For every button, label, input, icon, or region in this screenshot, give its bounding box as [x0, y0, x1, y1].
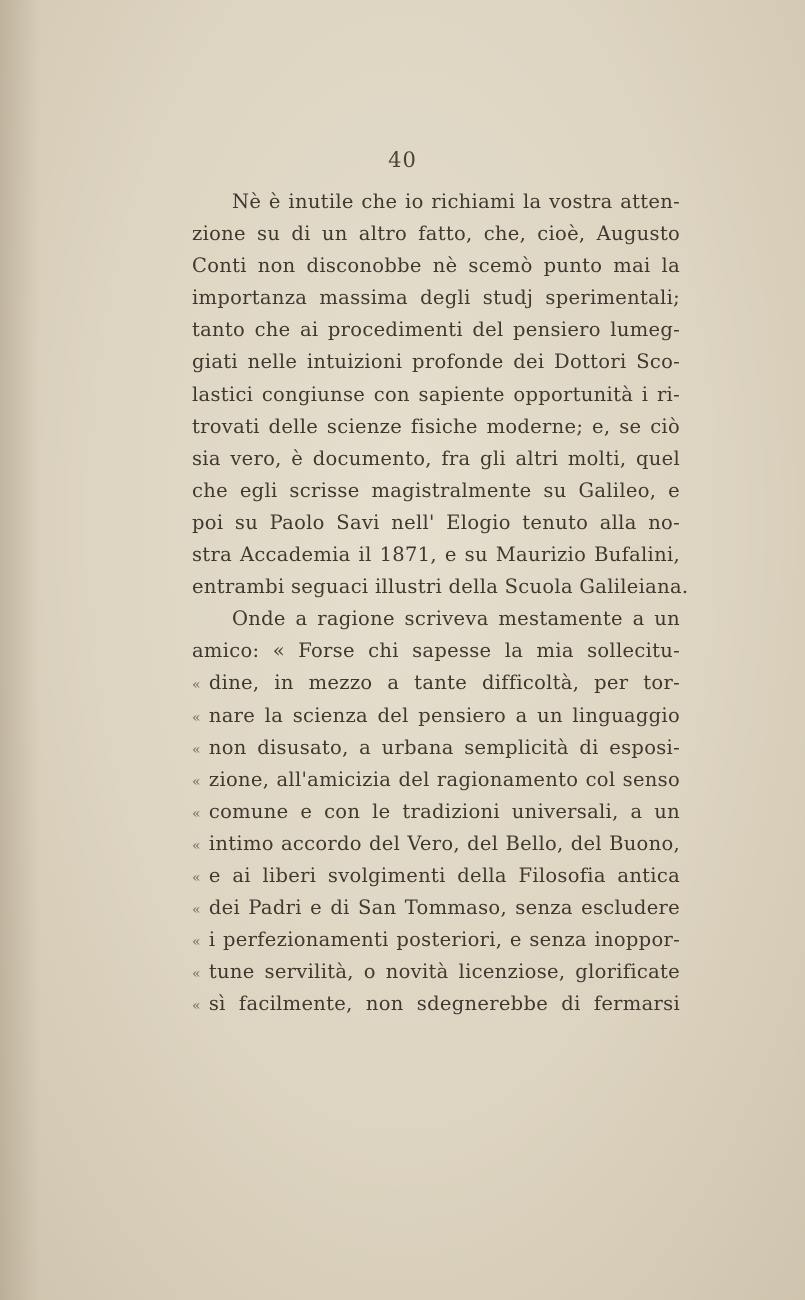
text-line: che egli scrisse magistralmente su Galileo, e — [192, 478, 680, 502]
quote-text: zione, all'amicizia del ragionamento col senso — [208, 767, 680, 791]
text-line: importanza massima degli studj sperimentali; — [192, 286, 680, 310]
page-edge-shadow — [0, 0, 40, 1300]
quote-line — [192, 732, 680, 764]
text-line: sia vero, è documento, fra gli altri molti, quel — [192, 446, 680, 470]
quote-text: tune servilità, o novità licenziose, glorificate — [208, 960, 680, 984]
quote-line — [192, 988, 680, 1020]
quote-text: e ai liberi svolgimenti della Filosofia antica — [208, 863, 680, 887]
quote-text: dei Padri e di San Tommaso, senza escludere — [208, 896, 680, 920]
quote-text: nare la scienza del pensiero a un linguaggio — [208, 703, 680, 727]
page-number: 40 — [388, 148, 417, 172]
quote-line — [192, 667, 680, 699]
text-line: lastici congiunse con sapiente opportunità i ri- — [192, 382, 680, 406]
quote-line — [192, 892, 680, 924]
quote-text: dine, in mezzo a tante difficoltà, per tor- — [208, 671, 680, 695]
quote-line — [192, 796, 680, 828]
text-line: entrambi seguaci illustri della Scuola Galileiana. — [192, 575, 689, 599]
quote-text: intimo accordo del Vero, del Bello, del Buono, — [208, 831, 680, 855]
text-line: Conti non disconobbe nè scemò punto mai la — [192, 254, 680, 278]
guillemet-mark: « — [192, 773, 201, 790]
guillemet-mark: « — [192, 934, 201, 951]
quote-text: non disusato, a urbana semplicità di esposi- — [208, 735, 680, 759]
text-line: giati nelle intuizioni profonde dei Dottori Sco- — [192, 350, 680, 374]
quote-line — [192, 956, 680, 988]
guillemet-mark: « — [192, 966, 201, 983]
quote-line — [192, 860, 680, 892]
guillemet-mark: « — [192, 998, 201, 1015]
text-line: amico: « Forse chi sapesse la mia sollecitu- — [192, 639, 680, 663]
text-line: poi su Paolo Savi nell' Elogio tenuto alla no- — [192, 510, 680, 534]
quote-line — [192, 700, 680, 732]
body-text — [192, 186, 689, 1020]
text-line: Onde a ragione scriveva mestamente a un — [232, 607, 680, 631]
quote-text: sì facilmente, non sdegnerebbe di fermarsi — [208, 992, 680, 1016]
quote-text: comune e con le tradizioni universali, a un — [208, 799, 680, 823]
guillemet-mark: « — [192, 677, 201, 694]
text-line: tanto che ai procedimenti del pensiero lumeg- — [192, 318, 680, 342]
quote-line — [192, 828, 680, 860]
guillemet-mark: « — [192, 741, 201, 758]
text-line: stra Accademia il 1871, e su Maurizio Bufalini, — [192, 543, 680, 567]
guillemet-mark: « — [192, 805, 201, 822]
text-line: trovati delle scienze fisiche moderne; e, se ciò — [192, 414, 680, 438]
guillemet-mark: « — [192, 837, 201, 854]
quote-line — [192, 924, 680, 956]
text-line: zione su di un altro fatto, che, cioè, Augusto — [192, 222, 680, 246]
quote-text: i perfezionamenti posteriori, e senza inoppor- — [208, 928, 680, 952]
guillemet-mark: « — [192, 869, 201, 886]
guillemet-mark: « — [192, 902, 201, 919]
text-line: Nè è inutile che io richiami la vostra atten- — [232, 190, 680, 213]
quote-line — [192, 764, 680, 796]
guillemet-mark: « — [192, 709, 201, 726]
